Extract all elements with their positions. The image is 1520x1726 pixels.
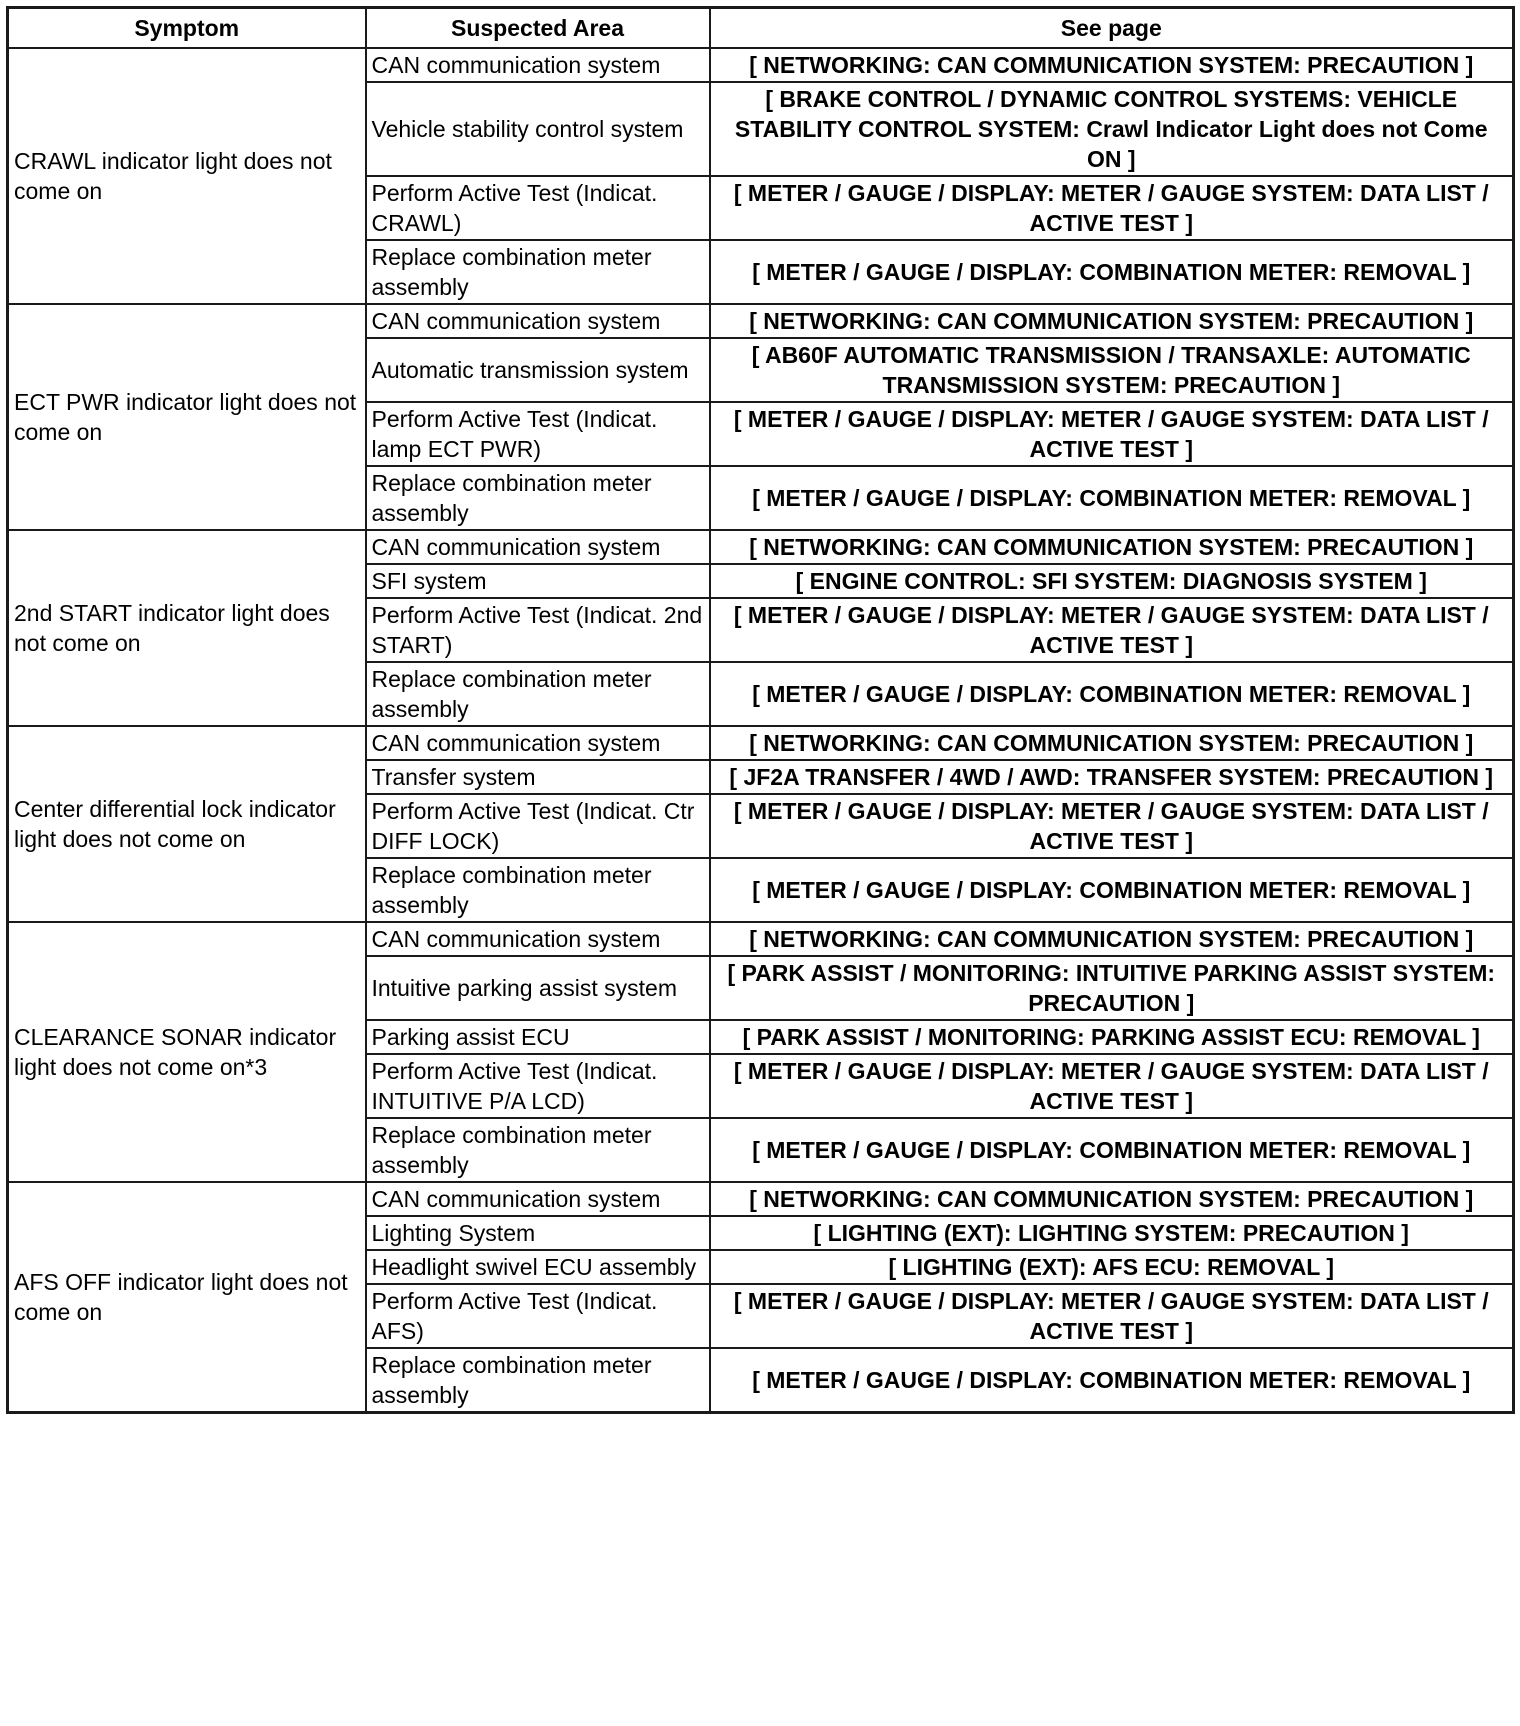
- header-see-page: See page: [710, 8, 1514, 49]
- suspected-area-cell: Replace combination meter assembly: [366, 662, 710, 726]
- suspected-area-cell: Replace combination meter assembly: [366, 466, 710, 530]
- symptom-cell: Center differential lock indicator light does not come on: [8, 726, 366, 922]
- suspected-area-cell: Perform Active Test (Indicat. CRAWL): [366, 176, 710, 240]
- see-page-reference[interactable]: [ NETWORKING: CAN COMMUNICATION SYSTEM: PRECAUTION ]: [710, 530, 1514, 564]
- suspected-area-cell: Parking assist ECU: [366, 1020, 710, 1054]
- symptom-cell: AFS OFF indicator light does not come on: [8, 1182, 366, 1413]
- table-body: [8, 48, 1514, 1413]
- suspected-area-cell: Replace combination meter assembly: [366, 240, 710, 304]
- header-row: [8, 8, 1514, 49]
- see-page-reference[interactable]: [ PARK ASSIST / MONITORING: INTUITIVE PARKING ASSIST SYSTEM: PRECAUTION ]: [710, 956, 1514, 1020]
- symptom-table: [6, 6, 1515, 1414]
- table-row: [8, 1182, 1514, 1216]
- suspected-area-cell: CAN communication system: [366, 48, 710, 82]
- see-page-reference[interactable]: [ NETWORKING: CAN COMMUNICATION SYSTEM: PRECAUTION ]: [710, 726, 1514, 760]
- see-page-reference[interactable]: [ METER / GAUGE / DISPLAY: METER / GAUGE SYSTEM: DATA LIST / ACTIVE TEST ]: [710, 1284, 1514, 1348]
- see-page-reference[interactable]: [ PARK ASSIST / MONITORING: PARKING ASSIST ECU: REMOVAL ]: [710, 1020, 1514, 1054]
- see-page-reference[interactable]: [ NETWORKING: CAN COMMUNICATION SYSTEM: PRECAUTION ]: [710, 922, 1514, 956]
- symptom-cell: 2nd START indicator light does not come on: [8, 530, 366, 726]
- see-page-reference[interactable]: [ METER / GAUGE / DISPLAY: COMBINATION METER: REMOVAL ]: [710, 662, 1514, 726]
- suspected-area-cell: Vehicle stability control system: [366, 82, 710, 176]
- see-page-reference[interactable]: [ NETWORKING: CAN COMMUNICATION SYSTEM: PRECAUTION ]: [710, 304, 1514, 338]
- suspected-area-cell: Transfer system: [366, 760, 710, 794]
- suspected-area-cell: CAN communication system: [366, 1182, 710, 1216]
- suspected-area-cell: Perform Active Test (Indicat. INTUITIVE P/A LCD): [366, 1054, 710, 1118]
- see-page-reference[interactable]: [ BRAKE CONTROL / DYNAMIC CONTROL SYSTEMS: VEHICLE STABILITY CONTROL SYSTEM: Crawl Indicator Light does not Come ON ]: [710, 82, 1514, 176]
- see-page-reference[interactable]: [ LIGHTING (EXT): LIGHTING SYSTEM: PRECAUTION ]: [710, 1216, 1514, 1250]
- see-page-reference[interactable]: [ NETWORKING: CAN COMMUNICATION SYSTEM: PRECAUTION ]: [710, 1182, 1514, 1216]
- table-row: [8, 304, 1514, 338]
- table-row: [8, 922, 1514, 956]
- table-row: [8, 726, 1514, 760]
- suspected-area-cell: SFI system: [366, 564, 710, 598]
- header-suspected-area: Suspected Area: [366, 8, 710, 49]
- table-row: [8, 530, 1514, 564]
- see-page-reference[interactable]: [ METER / GAUGE / DISPLAY: METER / GAUGE SYSTEM: DATA LIST / ACTIVE TEST ]: [710, 794, 1514, 858]
- see-page-reference[interactable]: [ METER / GAUGE / DISPLAY: COMBINATION METER: REMOVAL ]: [710, 1118, 1514, 1182]
- suspected-area-cell: Perform Active Test (Indicat. lamp ECT PWR): [366, 402, 710, 466]
- see-page-reference[interactable]: [ NETWORKING: CAN COMMUNICATION SYSTEM: PRECAUTION ]: [710, 48, 1514, 82]
- see-page-reference[interactable]: [ LIGHTING (EXT): AFS ECU: REMOVAL ]: [710, 1250, 1514, 1284]
- symptom-cell: ECT PWR indicator light does not come on: [8, 304, 366, 530]
- see-page-reference[interactable]: [ METER / GAUGE / DISPLAY: METER / GAUGE SYSTEM: DATA LIST / ACTIVE TEST ]: [710, 598, 1514, 662]
- suspected-area-cell: Replace combination meter assembly: [366, 1348, 710, 1413]
- suspected-area-cell: CAN communication system: [366, 304, 710, 338]
- suspected-area-cell: Lighting System: [366, 1216, 710, 1250]
- suspected-area-cell: Automatic transmission system: [366, 338, 710, 402]
- see-page-reference[interactable]: [ METER / GAUGE / DISPLAY: COMBINATION METER: REMOVAL ]: [710, 240, 1514, 304]
- see-page-reference[interactable]: [ AB60F AUTOMATIC TRANSMISSION / TRANSAXLE: AUTOMATIC TRANSMISSION SYSTEM: PRECAUTION ]: [710, 338, 1514, 402]
- see-page-reference[interactable]: [ METER / GAUGE / DISPLAY: METER / GAUGE SYSTEM: DATA LIST / ACTIVE TEST ]: [710, 402, 1514, 466]
- see-page-reference[interactable]: [ METER / GAUGE / DISPLAY: METER / GAUGE SYSTEM: DATA LIST / ACTIVE TEST ]: [710, 1054, 1514, 1118]
- see-page-reference[interactable]: [ ENGINE CONTROL: SFI SYSTEM: DIAGNOSIS SYSTEM ]: [710, 564, 1514, 598]
- table-row: [8, 48, 1514, 82]
- symptom-cell: CRAWL indicator light does not come on: [8, 48, 366, 304]
- suspected-area-cell: Replace combination meter assembly: [366, 1118, 710, 1182]
- suspected-area-cell: CAN communication system: [366, 922, 710, 956]
- suspected-area-cell: Headlight swivel ECU assembly: [366, 1250, 710, 1284]
- header-symptom: Symptom: [8, 8, 366, 49]
- see-page-reference[interactable]: [ METER / GAUGE / DISPLAY: COMBINATION METER: REMOVAL ]: [710, 1348, 1514, 1413]
- see-page-reference[interactable]: [ JF2A TRANSFER / 4WD / AWD: TRANSFER SYSTEM: PRECAUTION ]: [710, 760, 1514, 794]
- suspected-area-cell: Perform Active Test (Indicat. AFS): [366, 1284, 710, 1348]
- suspected-area-cell: Perform Active Test (Indicat. Ctr DIFF LOCK): [366, 794, 710, 858]
- suspected-area-cell: CAN communication system: [366, 530, 710, 564]
- see-page-reference[interactable]: [ METER / GAUGE / DISPLAY: COMBINATION METER: REMOVAL ]: [710, 466, 1514, 530]
- see-page-reference[interactable]: [ METER / GAUGE / DISPLAY: COMBINATION METER: REMOVAL ]: [710, 858, 1514, 922]
- see-page-reference[interactable]: [ METER / GAUGE / DISPLAY: METER / GAUGE SYSTEM: DATA LIST / ACTIVE TEST ]: [710, 176, 1514, 240]
- symptom-cell: CLEARANCE SONAR indicator light does not come on*3: [8, 922, 366, 1182]
- suspected-area-cell: Replace combination meter assembly: [366, 858, 710, 922]
- suspected-area-cell: Perform Active Test (Indicat. 2nd START): [366, 598, 710, 662]
- suspected-area-cell: Intuitive parking assist system: [366, 956, 710, 1020]
- suspected-area-cell: CAN communication system: [366, 726, 710, 760]
